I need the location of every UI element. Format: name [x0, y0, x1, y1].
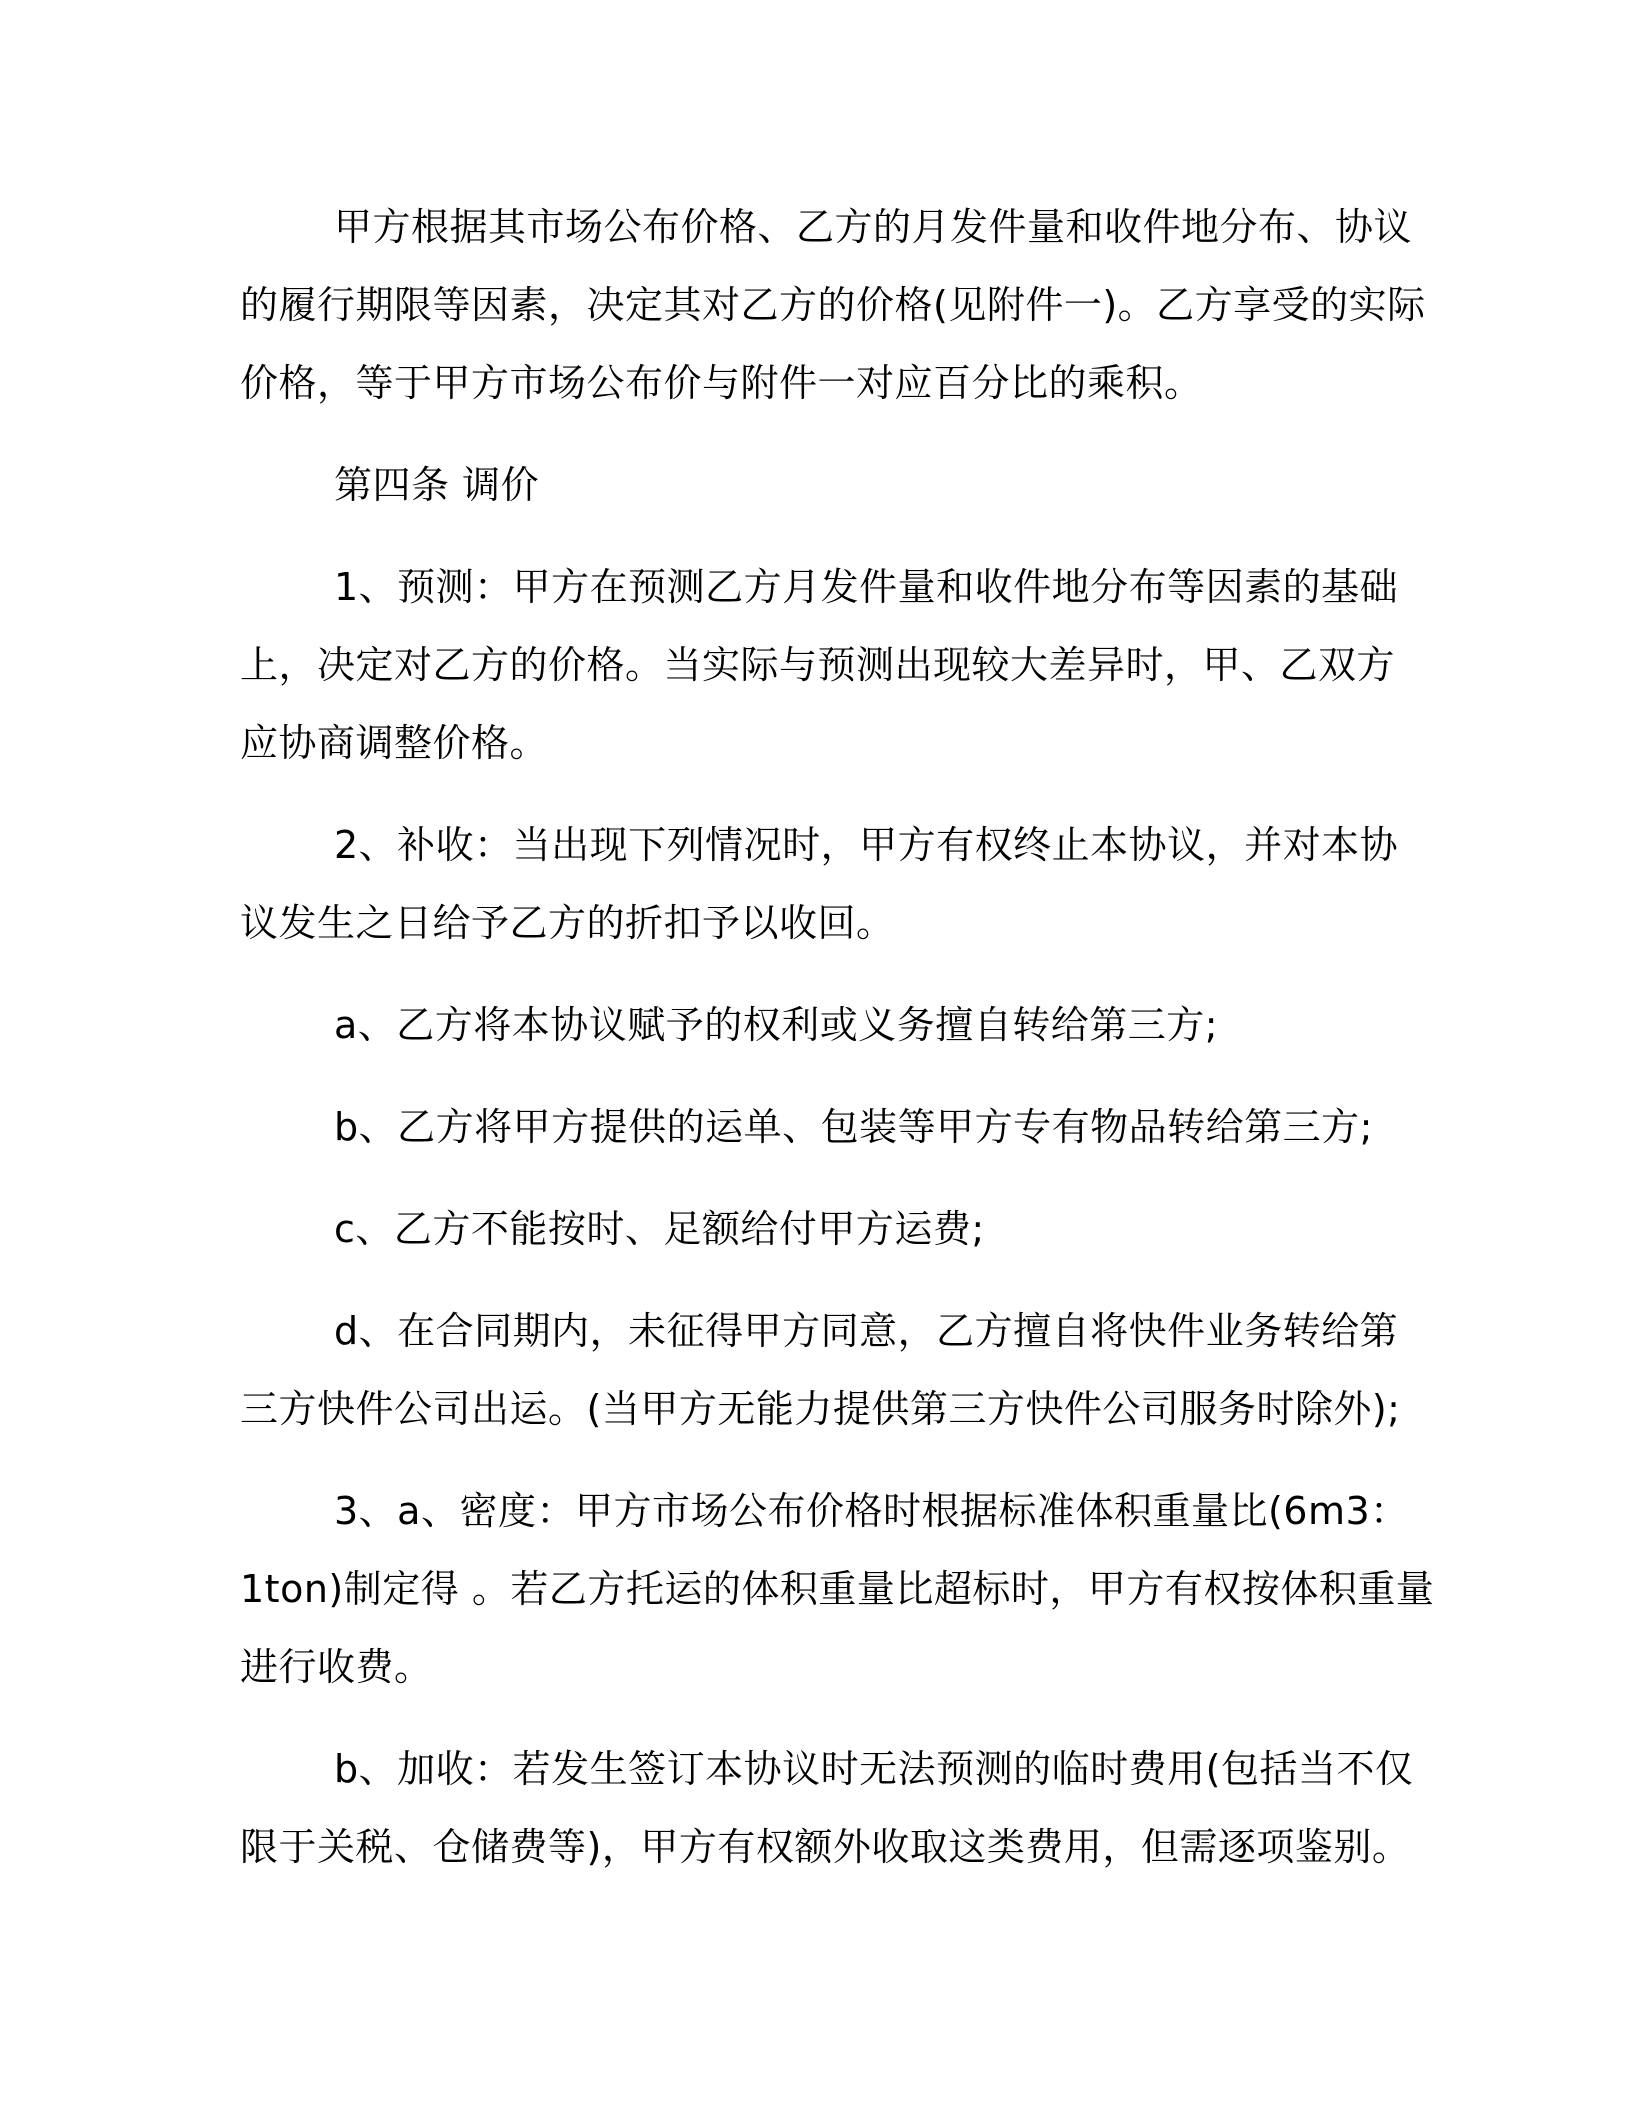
text-line: 三方快件公司出运。(当甲方无能力提供第三方快件公司服务时除外); — [240, 1387, 1401, 1431]
paragraph-forecast — [240, 548, 1399, 782]
list-item-d — [240, 1292, 1401, 1448]
text-line: 进行收费。 — [240, 1645, 433, 1689]
text-line: 限于关税、仓储费等)，甲方有权额外收取这类费用，但需逐项鉴别。 — [240, 1825, 1411, 1869]
text-line: 上，决定对乙方的价格。当实际与预测出现较大差异时，甲、乙双方 — [240, 643, 1396, 687]
paragraph-surcharge — [240, 1730, 1414, 1886]
paragraph-pricing-basis — [240, 188, 1426, 422]
text-line: 1ton)制定得 。若乙方托运的体积重量比超标时，甲方有权按体积重量 — [240, 1567, 1435, 1611]
text-line: b、乙方将甲方提供的运单、包装等甲方专有物品转给第三方; — [334, 1105, 1373, 1149]
text-line: 3、a、密度：甲方市场公布价格时根据标准体积重量比(6m3： — [334, 1489, 1409, 1533]
document-page — [240, 188, 1435, 1910]
text-line: 第四条 调价 — [334, 463, 540, 507]
text-line: 议发生之日给予乙方的折扣予以收回。 — [240, 901, 895, 945]
text-line: 1、预测：甲方在预测乙方月发件量和收件地分布等因素的基础 — [334, 565, 1399, 609]
paragraph-recovery — [240, 806, 1399, 962]
list-item-c — [240, 1190, 1392, 1268]
section-heading-article-4 — [240, 446, 1392, 524]
text-line: 应协商调整价格。 — [240, 721, 549, 765]
text-line: 的履行期限等因素，决定其对乙方的价格(见附件一)。乙方享受的实际 — [240, 283, 1426, 327]
text-line: 价格，等于甲方市场公布价与附件一对应百分比的乘积。 — [240, 361, 1203, 405]
text-line: c、乙方不能按时、足额给付甲方运费; — [334, 1207, 985, 1251]
text-line: a、乙方将本协议赋予的权利或义务擅自转给第三方; — [334, 1003, 1219, 1047]
list-item-b — [240, 1088, 1392, 1166]
text-line: b、加收：若发生签订本协议时无法预测的临时费用(包括当不仅 — [334, 1747, 1414, 1791]
text-line: d、在合同期内，未征得甲方同意，乙方擅自将快件业务转给第 — [334, 1309, 1399, 1353]
paragraph-density — [240, 1472, 1435, 1706]
text-line: 甲方根据其市场公布价格、乙方的月发件量和收件地分布、协议 — [334, 205, 1413, 249]
text-line: 2、补收：当出现下列情况时，甲方有权终止本协议，并对本协 — [334, 823, 1399, 867]
list-item-a — [240, 986, 1392, 1064]
